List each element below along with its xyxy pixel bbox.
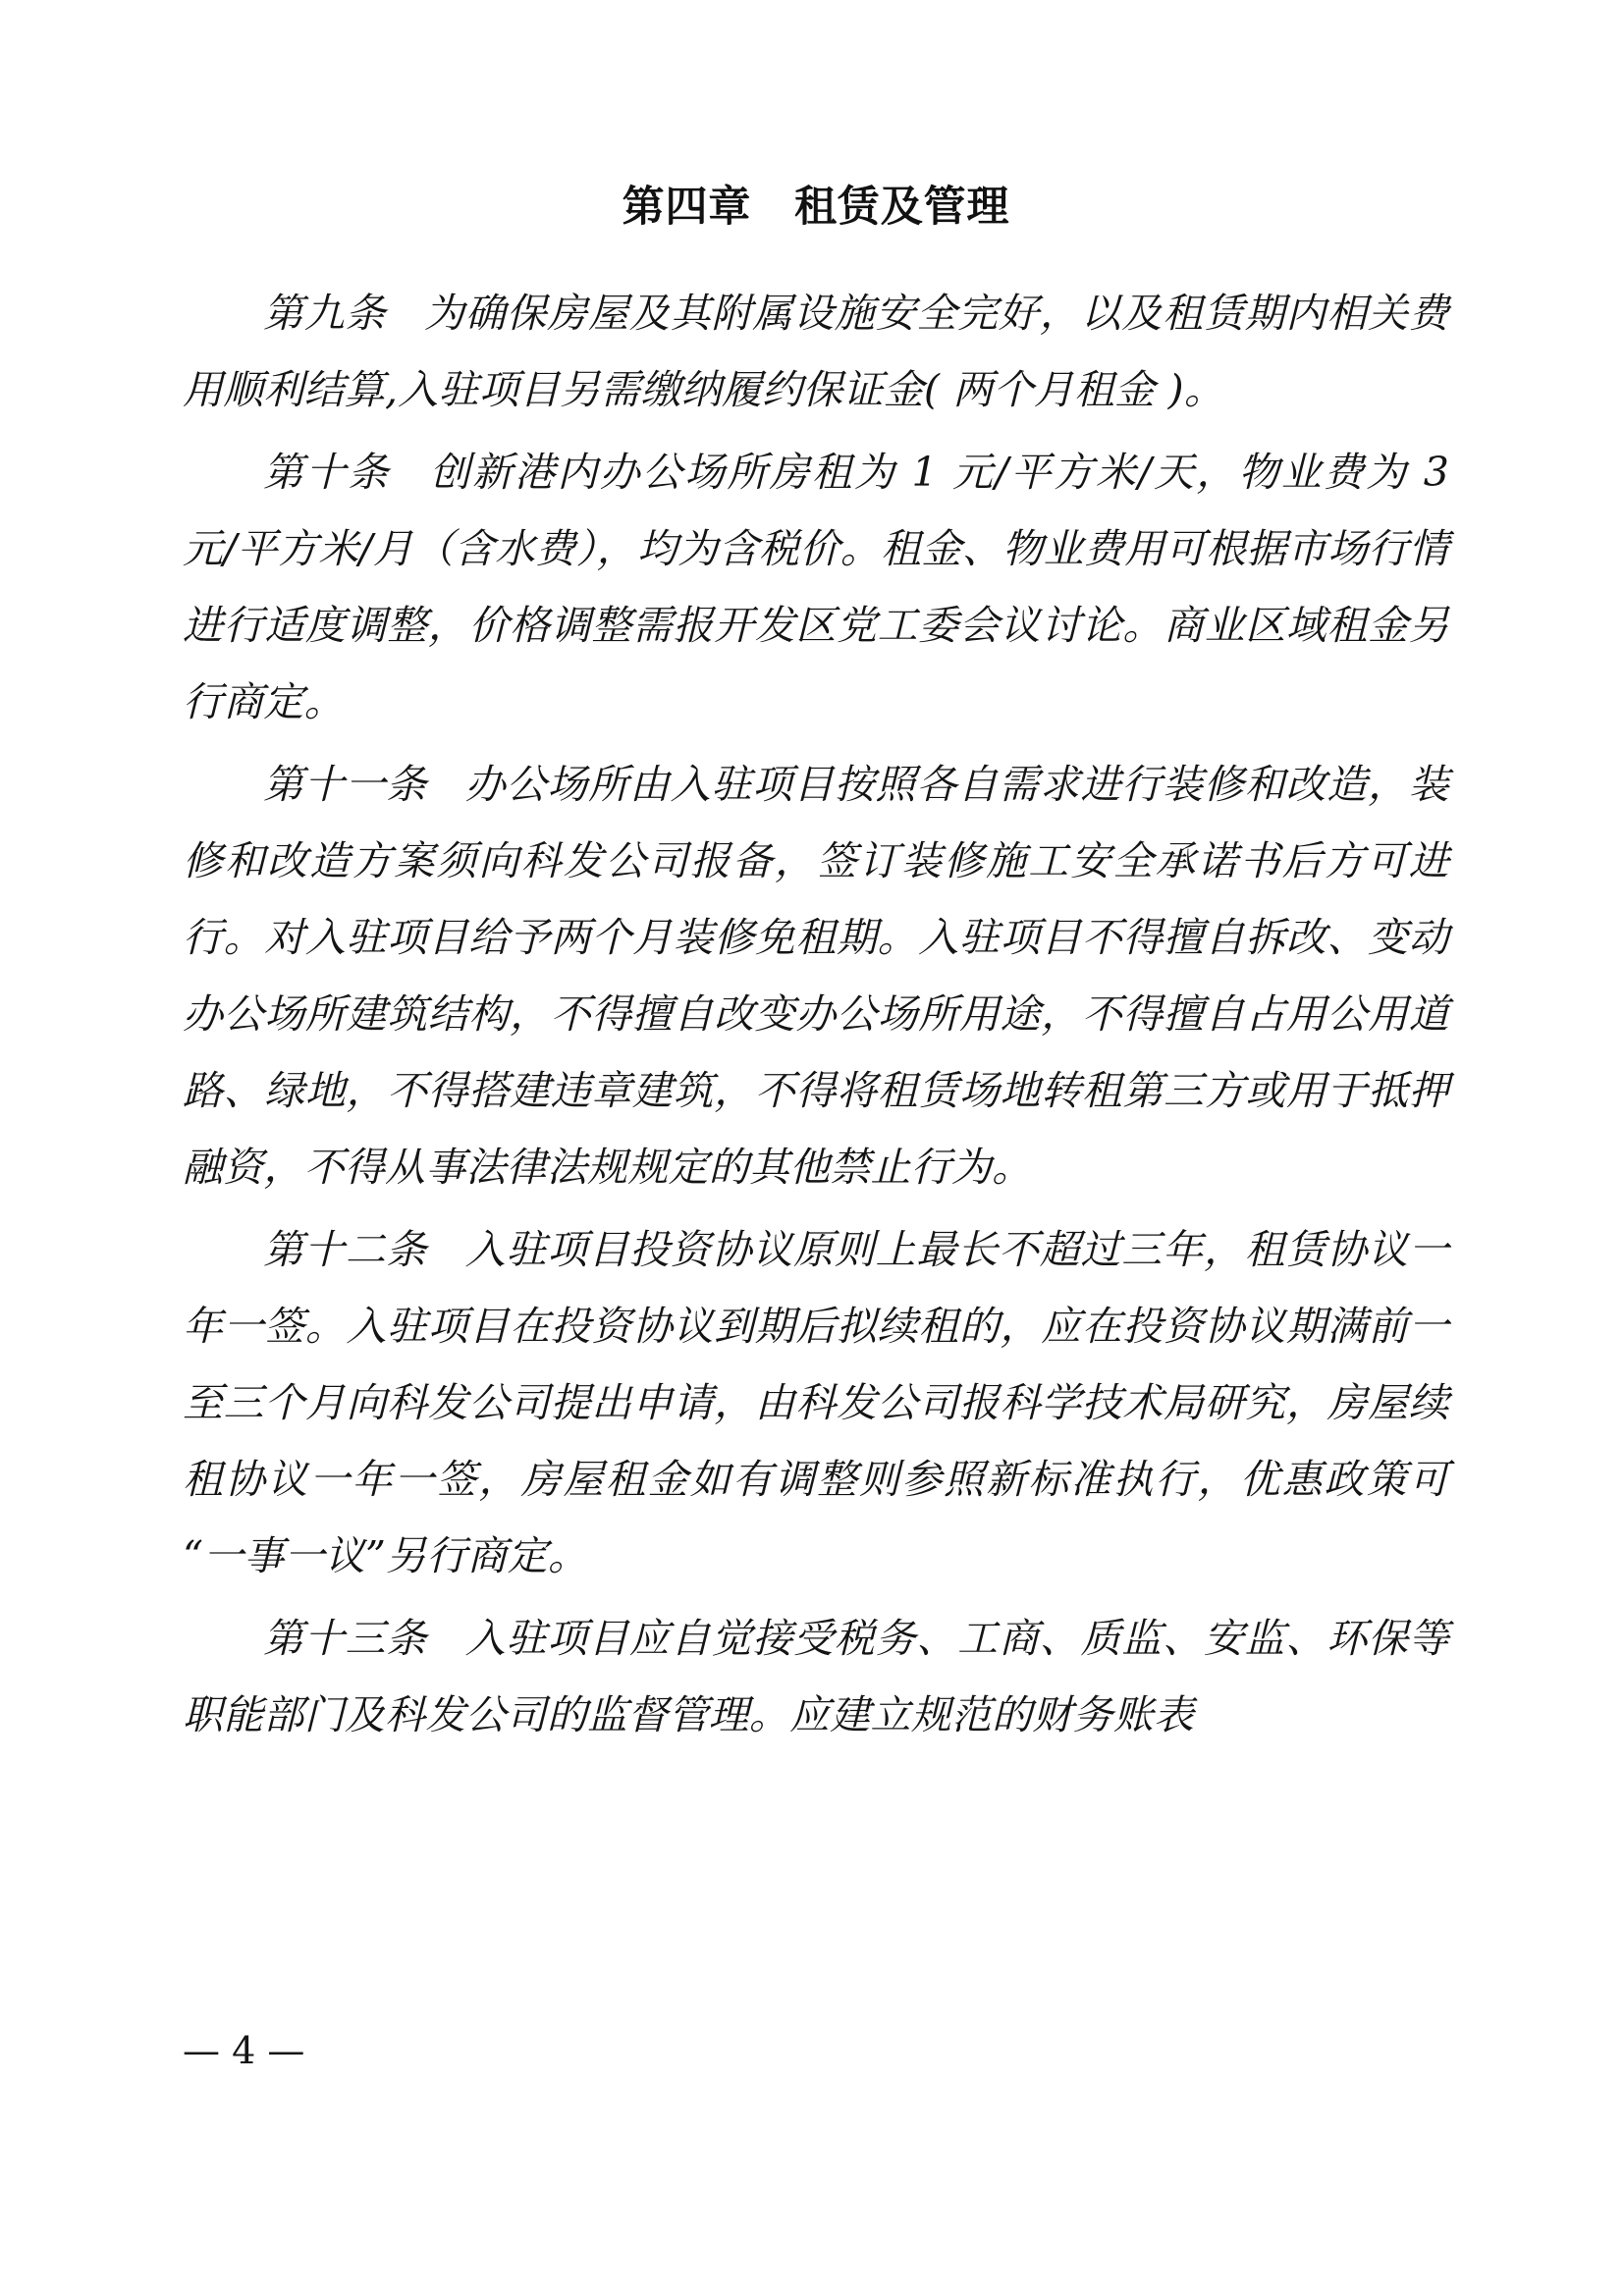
chapter-heading: 第四章 租赁及管理 (622, 183, 1010, 232)
article-label-2: 第十条 (263, 449, 391, 497)
article-label-3: 第十一条 (263, 761, 428, 809)
article-label-4: 第十二条 (263, 1226, 428, 1274)
article-label-1: 第九条 (263, 290, 387, 338)
article-text-4: 入驻项目投资协议原则上最长不超过三年，租赁协议一年一签。入驻项目在投资协议到期后拟续租的，应在投资协议期满前一至三个月向科发公司提出申请，由科发公司报科学技术局研究，房屋续租协议一年一签，房屋租金如有调整则参照新标准执行，优惠政策可“一事一议”另行商定。 (183, 1226, 1450, 1580)
article-text-2: 创新港内办公场所房租为 1 元/平方米/天，物业费为 3 元/平方米/月（含水费），均为含税价。租金、物业费用可根据市场行情进行适度调整，价格调整需报开发区党工委会议讨论。商业区域租金另行商定。 (183, 449, 1449, 726)
article-paragraph-4 (183, 1211, 1449, 1594)
article-paragraph-5 (183, 1600, 1449, 1753)
article-label-5: 第十三条 (263, 1615, 428, 1663)
document-body (183, 179, 1449, 1759)
article-text-3: 办公场所由入驻项目按照各自需求进行装修和改造，装修和改造方案须向科发公司报备，签订装修施工安全承诺书后方可进行。对入驻项目给予两个月装修免租期。入驻项目不得擅自拆改、变动办公场所建筑结构，不得擅自改变办公场所用途，不得擅自占用公用道路、绿地，不得搭建违章建筑，不得将租赁场地转租第三方或用于抵押融资，不得从事法律法规规定的其他禁止行为。 (183, 761, 1450, 1192)
page-number: — 4 — (183, 2029, 305, 2072)
article-text-1: 为确保房屋及其附属设施安全完好，以及租赁期内相关费用顺利结算,入驻项目另需缴纳履约保证金( 两个月租金 )。 (183, 290, 1449, 414)
article-paragraph-2 (183, 434, 1449, 740)
article-paragraph-3 (183, 746, 1449, 1205)
article-text-5: 入驻项目应自觉接受税务、工商、质监、安监、环保等职能部门及科发公司的监督管理。应建立规范的财务账表 (183, 1615, 1450, 1739)
article-paragraph-1 (183, 275, 1449, 428)
